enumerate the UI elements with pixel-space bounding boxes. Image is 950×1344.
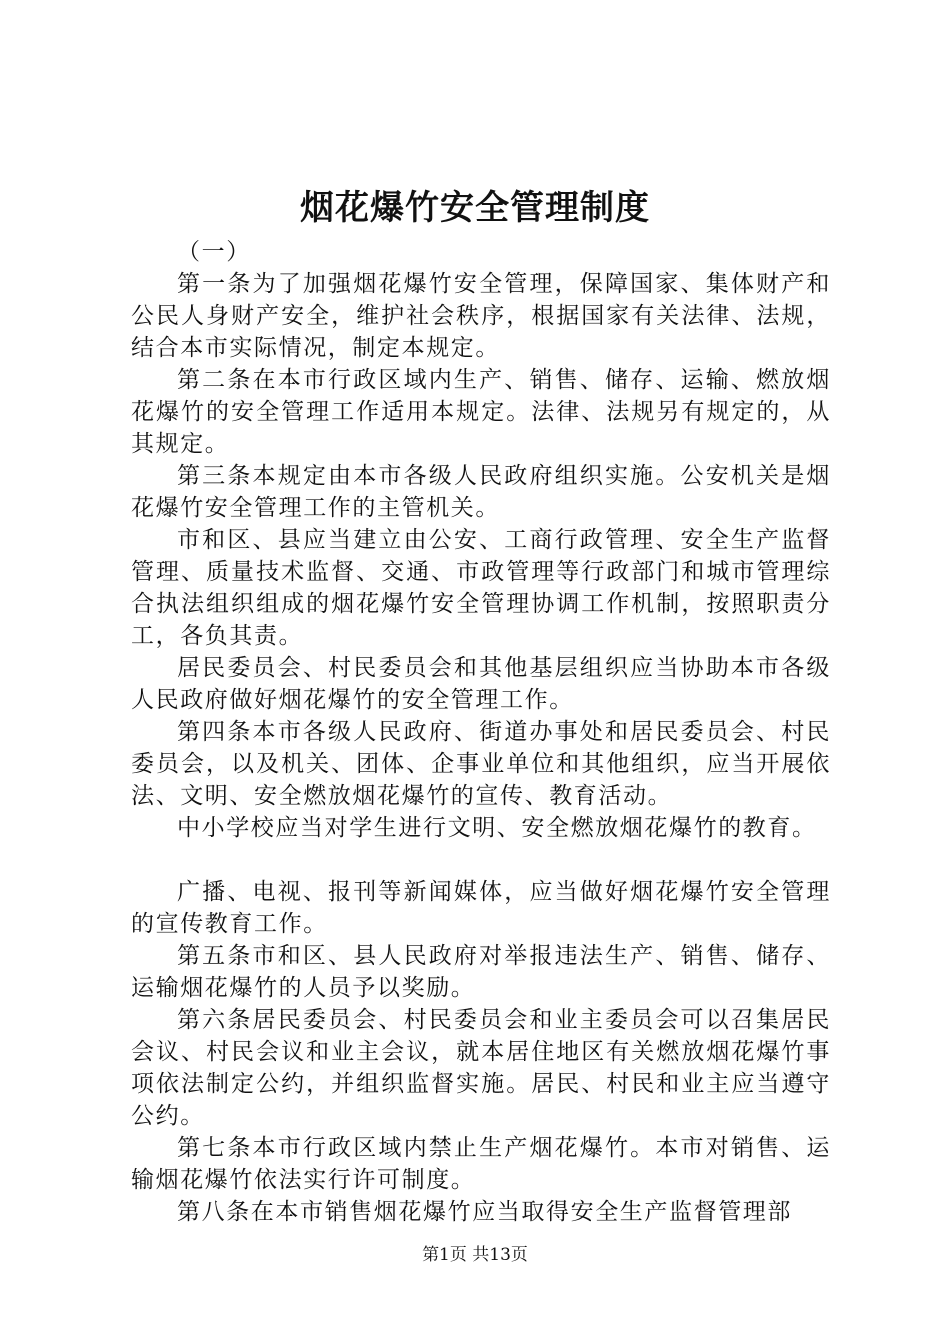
paragraph-article-1: 第一条为了加强烟花爆竹安全管理，保障国家、集体财产和公民人身财产安全，维护社会秩序，根据国家有关法律、法规，结合本市实际情况，制定本规定。 (131, 271, 831, 361)
paragraph-article-2: 第二条在本市行政区域内生产、销售、储存、运输、燃放烟花爆竹的安全管理工作适用本规定。法律、法规另有规定的，从其规定。 (131, 367, 831, 457)
paragraph-article-7: 第七条本市行政区域内禁止生产烟花爆竹。本市对销售、运输烟花爆竹依法实行许可制度。 (131, 1135, 831, 1193)
paragraph-article-8: 第八条在本市销售烟花爆竹应当取得安全生产监督管理部 (177, 1199, 792, 1225)
paragraph-coordination: 市和区、县应当建立由公安、工商行政管理、安全生产监督管理、质量技术监督、交通、市政管理等行政部门和城市管理综合执法组织组成的烟花爆竹安全管理协调工作机制，按照职责分工，各负其责。 (131, 527, 831, 649)
section-marker: （一） (177, 239, 251, 265)
page-footer: 第1页 共13页 (422, 1245, 528, 1265)
document-title: 烟花爆竹安全管理制度 (300, 188, 650, 228)
paragraph-committees: 居民委员会、村民委员会和其他基层组织应当协助本市各级人民政府做好烟花爆竹的安全管理工作。 (131, 655, 831, 713)
paragraph-article-4: 第四条本市各级人民政府、街道办事处和居民委员会、村民委员会，以及机关、团体、企事业单位和其他组织，应当开展依法、文明、安全燃放烟花爆竹的宣传、教育活动。 (131, 719, 831, 809)
paragraph-schools: 中小学校应当对学生进行文明、安全燃放烟花爆竹的教育。 (177, 815, 817, 841)
paragraph-article-5: 第五条市和区、县人民政府对举报违法生产、销售、储存、运输烟花爆竹的人员予以奖励。 (131, 943, 831, 1001)
document-body (131, 236, 831, 1228)
paragraph-article-3: 第三条本规定由本市各级人民政府组织实施。公安机关是烟花爆竹安全管理工作的主管机关。 (131, 463, 831, 521)
paragraph-media: 广播、电视、报刊等新闻媒体，应当做好烟花爆竹安全管理的宣传教育工作。 (131, 879, 831, 937)
paragraph-article-6: 第六条居民委员会、村民委员会和业主委员会可以召集居民会议、村民会议和业主会议，就本居住地区有关燃放烟花爆竹事项依法制定公约，并组织监督实施。居民、村民和业主应当遵守公约。 (131, 1007, 831, 1129)
